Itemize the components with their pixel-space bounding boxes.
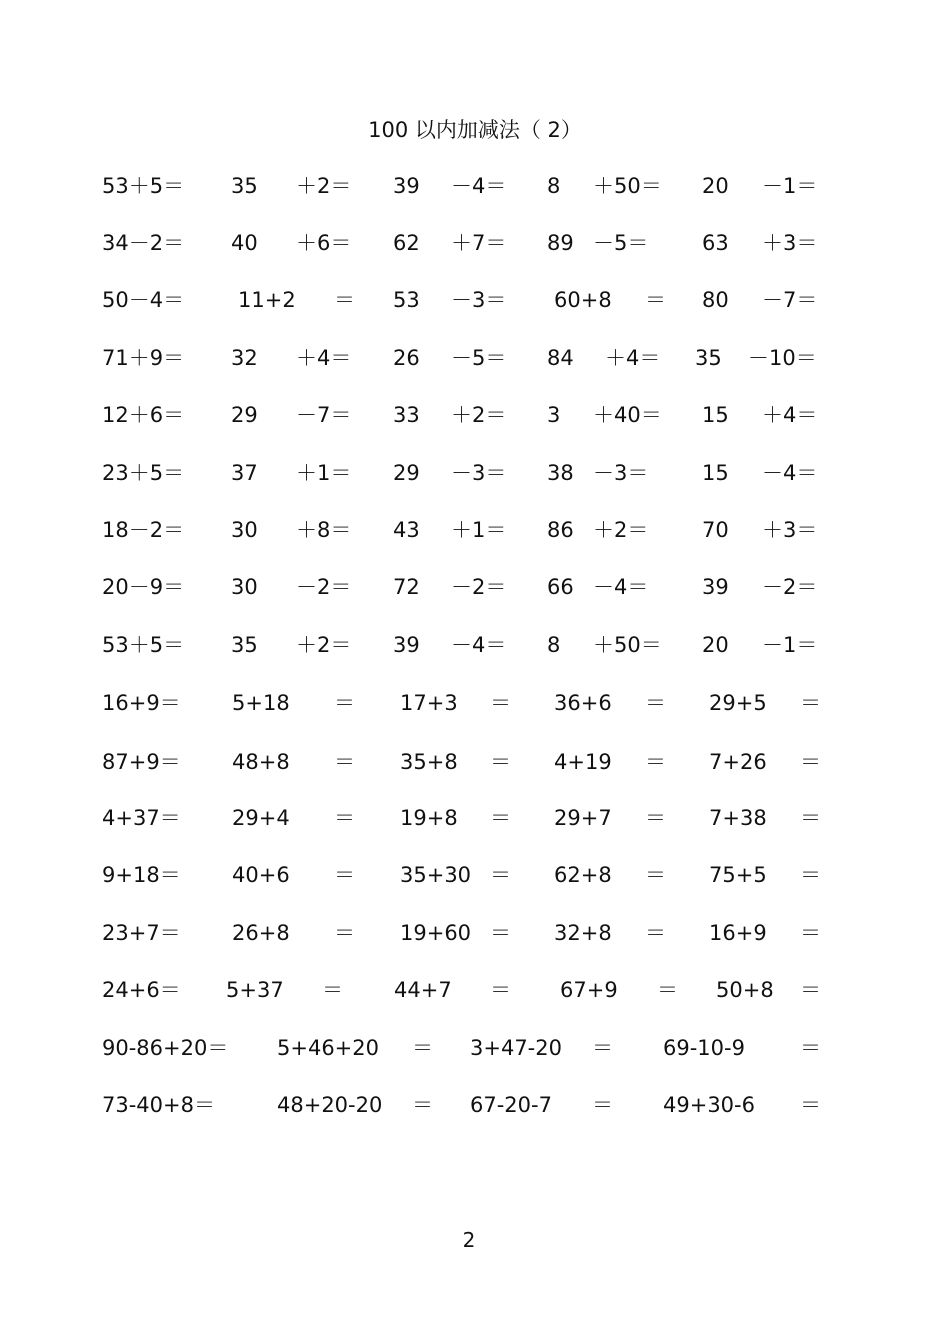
problem-token: 39 bbox=[702, 575, 729, 599]
problem-token: ＋1＝ bbox=[451, 518, 507, 542]
problem-token: 29 bbox=[393, 461, 420, 485]
problem-token: 30 bbox=[231, 575, 258, 599]
problem-token: 12＋6＝ bbox=[102, 403, 185, 427]
problem-token: －1＝ bbox=[762, 633, 818, 657]
problem-token: 20 bbox=[702, 633, 729, 657]
problem-token: 38 bbox=[547, 461, 574, 485]
problem-token: 30 bbox=[231, 518, 258, 542]
problem-token: －2＝ bbox=[762, 575, 818, 599]
problem-token: ＝ bbox=[412, 1093, 433, 1117]
problem-token: ＝ bbox=[334, 750, 355, 774]
problem-token: 89 bbox=[547, 231, 574, 255]
problem-token: ＝ bbox=[657, 978, 678, 1002]
problem-token: 29+5 bbox=[709, 691, 767, 715]
problem-token: －4＝ bbox=[451, 633, 507, 657]
problem-token: ＝ bbox=[800, 806, 821, 830]
problem-token: ＝ bbox=[334, 288, 355, 312]
problem-token: ＝ bbox=[592, 1093, 613, 1117]
problem-token: 50－4＝ bbox=[102, 288, 185, 312]
problem-token: ＝ bbox=[645, 921, 666, 945]
problem-token: 29+7 bbox=[554, 806, 612, 830]
problem-token: ＝ bbox=[800, 750, 821, 774]
problem-token: ＋7＝ bbox=[451, 231, 507, 255]
problem-token: 40+6 bbox=[232, 863, 290, 887]
problem-token: ＝ bbox=[490, 750, 511, 774]
problem-token: ＝ bbox=[645, 863, 666, 887]
problem-token: ＋2＝ bbox=[296, 174, 352, 198]
problem-token: 3 bbox=[547, 403, 561, 427]
problem-token: ＝ bbox=[490, 978, 511, 1002]
problem-token: 5+46+20 bbox=[277, 1036, 379, 1060]
problem-token: 3+47-20 bbox=[470, 1036, 562, 1060]
problem-token: 35 bbox=[231, 633, 258, 657]
problem-token: 23＋5＝ bbox=[102, 461, 185, 485]
problem-token: 9+18＝ bbox=[102, 863, 181, 887]
problem-token: 37 bbox=[231, 461, 258, 485]
problem-token: ＝ bbox=[645, 806, 666, 830]
problem-token: 62 bbox=[393, 231, 420, 255]
problem-token: 16+9 bbox=[709, 921, 767, 945]
problem-token: ＋40＝ bbox=[593, 403, 662, 427]
problem-token: ＝ bbox=[412, 1036, 433, 1060]
problem-token: 8 bbox=[547, 174, 561, 198]
problem-token: ＝ bbox=[800, 691, 821, 715]
problem-token: ＝ bbox=[334, 806, 355, 830]
problem-token: 7+38 bbox=[709, 806, 767, 830]
problem-token: 19+60 bbox=[400, 921, 472, 945]
problem-token: －3＝ bbox=[451, 288, 507, 312]
problem-token: ＋3＝ bbox=[762, 231, 818, 255]
problem-token: 33 bbox=[393, 403, 420, 427]
problem-token: ＝ bbox=[334, 863, 355, 887]
problem-token: 53＋5＝ bbox=[102, 633, 185, 657]
problem-token: －7＝ bbox=[762, 288, 818, 312]
problem-token: 32+8 bbox=[554, 921, 612, 945]
problem-token: 39 bbox=[393, 174, 420, 198]
problem-token: ＝ bbox=[334, 921, 355, 945]
page-number: 2 bbox=[462, 1228, 476, 1252]
problem-token: ＝ bbox=[800, 921, 821, 945]
problem-token: 29+4 bbox=[232, 806, 290, 830]
problem-token: ＋50＝ bbox=[593, 174, 662, 198]
problem-token: －1＝ bbox=[762, 174, 818, 198]
problem-token: 39 bbox=[393, 633, 420, 657]
problem-token: 4+37＝ bbox=[102, 806, 181, 830]
problem-token: ＝ bbox=[645, 750, 666, 774]
problem-token: －2＝ bbox=[296, 575, 352, 599]
problem-token: ＝ bbox=[800, 978, 821, 1002]
problem-token: 70 bbox=[702, 518, 729, 542]
problem-token: －5＝ bbox=[593, 231, 649, 255]
problem-token: ＋50＝ bbox=[593, 633, 662, 657]
problem-token: 80 bbox=[702, 288, 729, 312]
problem-token: 40 bbox=[231, 231, 258, 255]
problem-token: 60+8 bbox=[554, 288, 612, 312]
problem-token: ＋6＝ bbox=[296, 231, 352, 255]
problem-token: 66 bbox=[547, 575, 574, 599]
problem-token: ＝ bbox=[645, 288, 666, 312]
problem-token: 11+2 bbox=[238, 288, 296, 312]
problem-token: 87+9＝ bbox=[102, 750, 181, 774]
problem-token: 17+3 bbox=[400, 691, 458, 715]
problem-token: 63 bbox=[702, 231, 729, 255]
problem-token: 73-40+8＝ bbox=[102, 1093, 215, 1117]
problem-token: 53＋5＝ bbox=[102, 174, 185, 198]
problem-token: 32 bbox=[231, 346, 258, 370]
problem-token: 35 bbox=[695, 346, 722, 370]
problem-token: 86 bbox=[547, 518, 574, 542]
problem-token: 36+6 bbox=[554, 691, 612, 715]
problem-token: 4+19 bbox=[554, 750, 612, 774]
problem-token: 5+18 bbox=[232, 691, 290, 715]
problem-token: ＝ bbox=[490, 691, 511, 715]
problem-token: ＝ bbox=[334, 691, 355, 715]
problem-token: ＋2＝ bbox=[296, 633, 352, 657]
problem-token: 34－2＝ bbox=[102, 231, 185, 255]
problem-token: ＝ bbox=[490, 806, 511, 830]
problem-token: ＋2＝ bbox=[451, 403, 507, 427]
problem-token: －2＝ bbox=[451, 575, 507, 599]
problem-token: －3＝ bbox=[451, 461, 507, 485]
problem-token: 44+7 bbox=[394, 978, 452, 1002]
problem-token: ＝ bbox=[490, 921, 511, 945]
problem-token: －3＝ bbox=[593, 461, 649, 485]
problem-token: 24+6＝ bbox=[102, 978, 181, 1002]
problem-token: 67+9 bbox=[560, 978, 618, 1002]
problem-token: 16+9＝ bbox=[102, 691, 181, 715]
problem-token: ＝ bbox=[490, 863, 511, 887]
problem-token: ＝ bbox=[800, 1093, 821, 1117]
problem-token: 18－2＝ bbox=[102, 518, 185, 542]
problem-token: 29 bbox=[231, 403, 258, 427]
problem-token: ＝ bbox=[645, 691, 666, 715]
problem-token: 75+5 bbox=[709, 863, 767, 887]
problem-token: 72 bbox=[393, 575, 420, 599]
problem-token: 35 bbox=[231, 174, 258, 198]
problem-token: 26+8 bbox=[232, 921, 290, 945]
problem-token: －4＝ bbox=[451, 174, 507, 198]
problem-token: 69-10-9 bbox=[663, 1036, 745, 1060]
problem-token: ＋4＝ bbox=[762, 403, 818, 427]
problem-token: ＋4＝ bbox=[296, 346, 352, 370]
problem-token: －5＝ bbox=[451, 346, 507, 370]
problem-token: ＋8＝ bbox=[296, 518, 352, 542]
problem-token: 71＋9＝ bbox=[102, 346, 185, 370]
problem-token: ＝ bbox=[800, 1036, 821, 1060]
problem-token: 23+7＝ bbox=[102, 921, 181, 945]
problem-token: －10＝ bbox=[748, 346, 817, 370]
problem-token: 26 bbox=[393, 346, 420, 370]
problem-token: 84 bbox=[547, 346, 574, 370]
problem-token: 50+8 bbox=[716, 978, 774, 1002]
problem-token: ＋3＝ bbox=[762, 518, 818, 542]
problem-token: 15 bbox=[702, 403, 729, 427]
problem-token: ＝ bbox=[800, 863, 821, 887]
problem-token: －4＝ bbox=[762, 461, 818, 485]
problem-token: 48+8 bbox=[232, 750, 290, 774]
problem-token: ＝ bbox=[592, 1036, 613, 1060]
problem-token: ＋1＝ bbox=[296, 461, 352, 485]
problem-token: 49+30-6 bbox=[663, 1093, 755, 1117]
problem-token: ＋2＝ bbox=[593, 518, 649, 542]
problem-token: －4＝ bbox=[593, 575, 649, 599]
problem-token: 7+26 bbox=[709, 750, 767, 774]
problem-token: 35+30 bbox=[400, 863, 472, 887]
problem-token: 67-20-7 bbox=[470, 1093, 552, 1117]
problem-token: ＝ bbox=[322, 978, 343, 1002]
problem-token: 53 bbox=[393, 288, 420, 312]
problem-token: 20 bbox=[702, 174, 729, 198]
problem-token: 35+8 bbox=[400, 750, 458, 774]
problem-token: 15 bbox=[702, 461, 729, 485]
problem-token: ＋4＝ bbox=[605, 346, 661, 370]
problem-token: 90-86+20＝ bbox=[102, 1036, 229, 1060]
problem-token: 48+20-20 bbox=[277, 1093, 383, 1117]
problem-token: 62+8 bbox=[554, 863, 612, 887]
problem-token: 20－9＝ bbox=[102, 575, 185, 599]
problem-token: 8 bbox=[547, 633, 561, 657]
problem-token: －7＝ bbox=[296, 403, 352, 427]
problem-token: 5+37 bbox=[226, 978, 284, 1002]
problem-token: 19+8 bbox=[400, 806, 458, 830]
problem-token: 43 bbox=[393, 518, 420, 542]
page-title: 100 以内加减法（ 2） bbox=[368, 118, 582, 142]
